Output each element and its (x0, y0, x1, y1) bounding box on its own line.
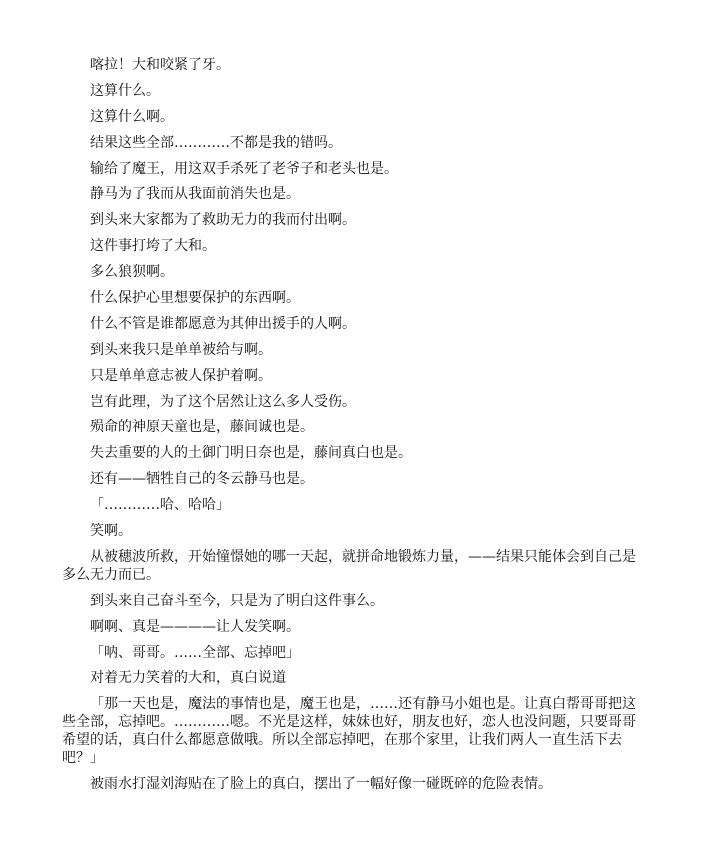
paragraph: 什么不管是谁都愿意为其伸出援手的人啊。 (90, 315, 356, 332)
paragraph: 输给了魔王，用这双手杀死了老爷子和老头也是。 (90, 160, 398, 177)
paragraph: 殒命的神原天童也是，藤间诚也是。 (90, 419, 314, 436)
paragraph: 失去重要的人的土御门明日奈也是，藤间真白也是。 (90, 445, 412, 462)
paragraph: 「那一天也是，魔法的事情也是，魔王也是，……还有静马小姐也是。让真白帮哥哥把这些全部，忘掉吧。…………嗯。不光是这样，妹妹也好，朋友也好，恋人也没问题，只要哥哥希望的话，真白什么都愿意做哦。所以全部忘掉吧，在那个家里，让我们两人一直生活下去吧？」 (62, 696, 636, 767)
paragraph: 静马为了我而从我面前消失也是。 (90, 186, 300, 203)
document-page (62, 56, 648, 801)
paragraph: 到头来我只是单单被给与啊。 (90, 341, 272, 358)
paragraph: 对着无力笑着的大和，真白说道 (90, 670, 286, 687)
paragraph: 多么狼狈啊。 (90, 264, 174, 281)
paragraph: 啊啊、真是————让人发笑啊。 (90, 618, 300, 635)
paragraph: 岂有此理，为了这个居然让这么多人受伤。 (90, 393, 356, 410)
paragraph: 从被穗波所救，开始憧憬她的哪一天起，就拼命地锻炼力量，——结果只能体会到自己是多么无力而已。 (62, 548, 636, 583)
paragraph: 「呐、哥哥。……全部、忘掉吧」 (90, 644, 300, 661)
paragraph: 这算什么啊。 (90, 108, 174, 125)
paragraph: 什么保护心里想要保护的东西啊。 (90, 290, 300, 307)
paragraph: 这算什么。 (90, 82, 160, 99)
paragraph: 到头来自己奋斗至今，只是为了明白这件事么。 (90, 592, 384, 609)
paragraph: 「…………哈、哈哈」 (90, 497, 230, 514)
paragraph: 被雨水打湿刘海贴在了脸上的真白，摆出了一幅好像一碰既碎的危险表情。 (90, 776, 552, 793)
paragraph: 笑啊。 (90, 523, 132, 540)
paragraph: 还有——牺牲自己的冬云静马也是。 (90, 471, 314, 488)
paragraph: 这件事打垮了大和。 (90, 238, 216, 255)
paragraph: 只是单单意志被人保护着啊。 (90, 367, 272, 384)
paragraph: 结果这些全部…………不都是我的错吗。 (90, 134, 342, 151)
paragraph: 喀拉！大和咬紧了牙。 (90, 57, 230, 73)
paragraph: 到头来大家都为了救助无力的我而付出啊。 (90, 212, 356, 229)
